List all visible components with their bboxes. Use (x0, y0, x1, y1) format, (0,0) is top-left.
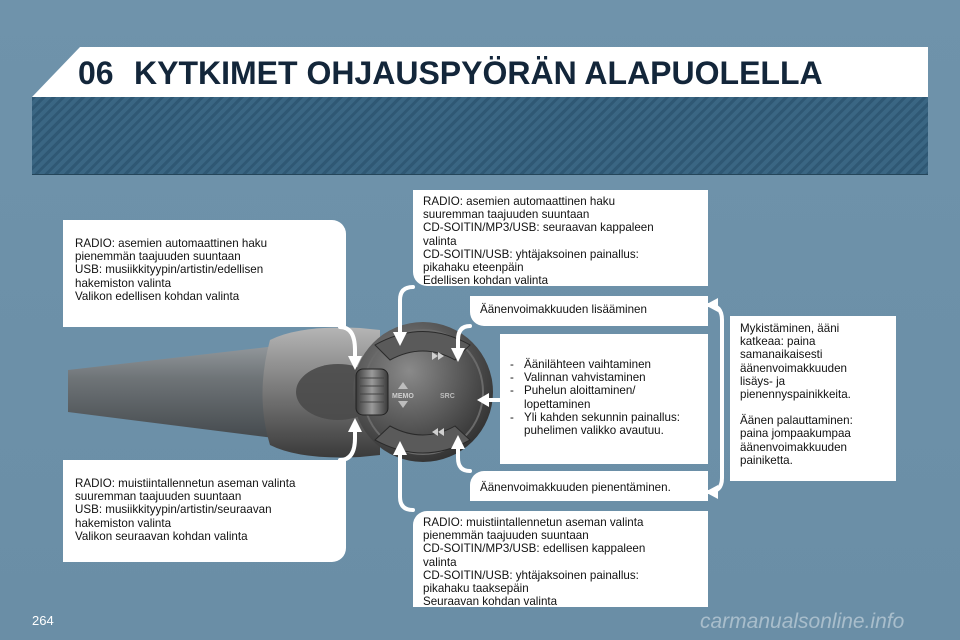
list-item: - Puhelun aloittaminen/ lopettaminen (510, 384, 700, 410)
callout-box-seek-forward (413, 190, 708, 286)
callout-box-mute (730, 316, 896, 481)
source-list (510, 358, 700, 437)
callout-box-source (500, 334, 708, 464)
list-item: - Yli kahden sekunnin painallus: puhelimen valikko avautuu. (510, 411, 700, 437)
callout-box-seek-backward (413, 511, 708, 607)
callout-text: Äänenvoimakkuuden pienentäminen. (480, 481, 671, 494)
src-label: SRC (440, 393, 455, 400)
callout-box-previous-search (63, 220, 346, 327)
stalk-shaft (68, 345, 290, 440)
callout-box-volume-down (470, 471, 708, 501)
page-number: 264 (32, 613, 54, 628)
mute-text: Mykistäminen, ääni katkeaa: paina samanaikaisesti äänenvoimakkuuden lisäys- ja pienennyspainikkeita. (740, 322, 851, 402)
memo-label: MEMO (392, 393, 414, 400)
callout-text: RADIO: asemien automaattinen haku pienemmän taajuuden suuntaan USB: musiikkityypin/artistin/edellisen hakemiston valinta Valikon edellisen kohdan valinta (75, 237, 268, 303)
unmute-text: Äänen palauttaminen: paina jompaakumpaa äänenvoimakkuuden painiketta. (740, 414, 853, 467)
callout-box-volume-up (470, 296, 708, 326)
thumb-wheel (356, 369, 388, 415)
callout-text: Äänenvoimakkuuden lisääminen (480, 303, 647, 316)
callout-text: RADIO: asemien automaattinen haku suuremman taajuuden suuntaan CD-SOITIN/MP3/USB: seuraavan kappaleen valinta CD-SOITIN/USB: yhtäjaksoinen painallus: pikahaku eteenpäin Edellisen kohdan valinta (423, 195, 654, 288)
callout-text: RADIO: muistiintallennetun aseman valinta pienemmän taajuuden suuntaan CD-SOITIN/MP3/USB: edellisen kappaleen valinta CD-SOITIN/USB: yhtäjaksoinen painallus: pikahaku taaksepäin Seuraavan kohdan valinta (423, 516, 646, 609)
callout-text: RADIO: muistiintallennetun aseman valinta suuremman taajuuden suuntaan USB: musiikkityypin/artistin/seuraavan hakemiston valinta Valikon seuraavan kohdan valinta (75, 477, 296, 543)
watermark: carmanualsonline.info (700, 610, 905, 633)
list-item: - Äänilähteen vaihtaminen (510, 358, 700, 371)
chapter-number: 06 (78, 55, 114, 91)
page-title: KYTKIMET OHJAUSPYÖRÄN ALAPUOLELLA (134, 55, 823, 91)
list-item: - Valinnan vahvistaminen (510, 371, 700, 384)
callout-box-next-preset (63, 460, 346, 562)
